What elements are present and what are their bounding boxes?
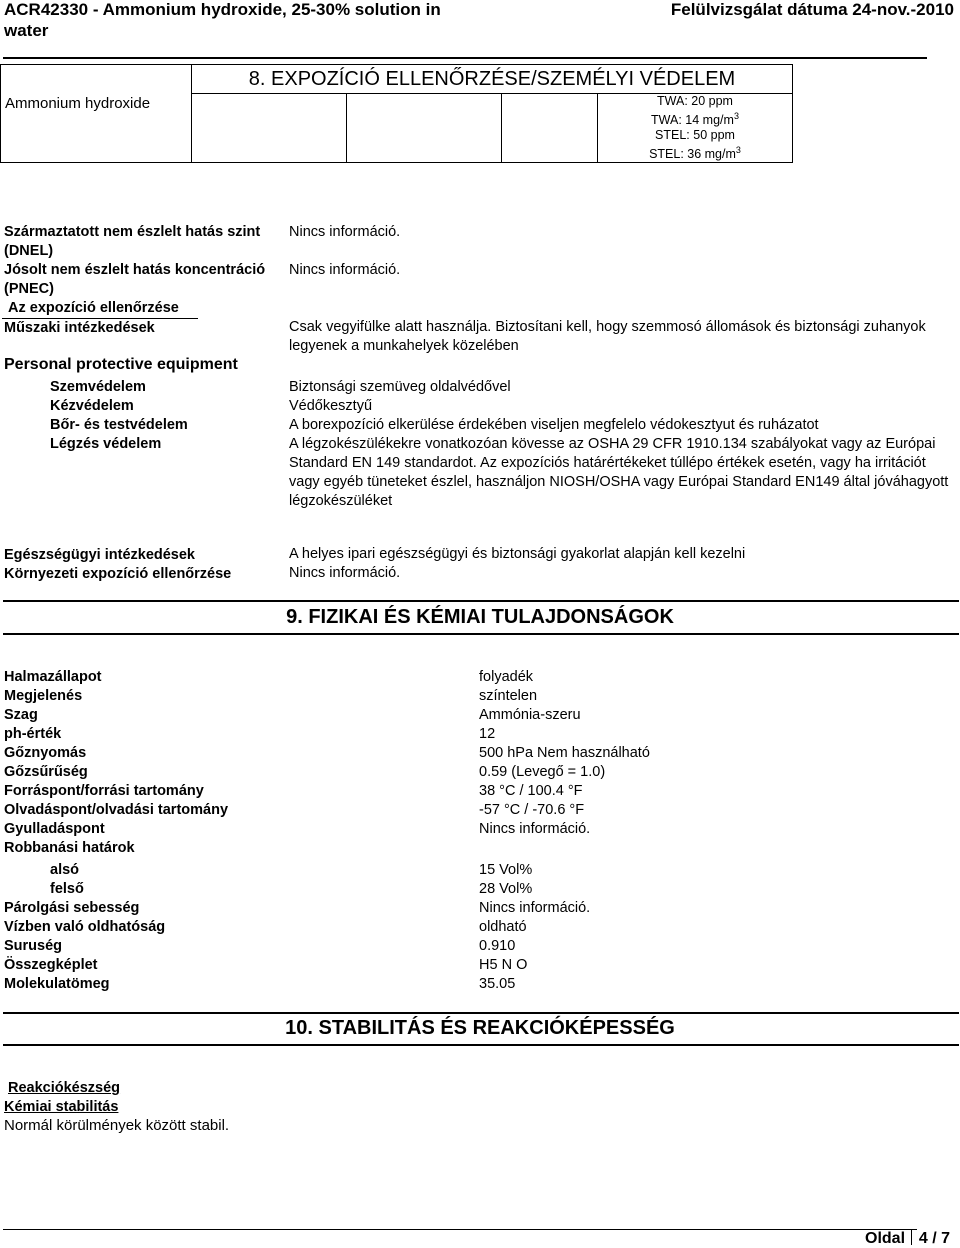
property-label: Suruség	[4, 938, 63, 954]
explosion-limit-label: alsó	[50, 862, 80, 878]
property-value: Ammónia-szeru	[479, 707, 581, 723]
reactivity-heading: Reakciókészség	[8, 1080, 121, 1096]
property-label: Halmazállapot	[4, 669, 102, 685]
property-value: 0.910	[479, 938, 516, 954]
property-label: Molekulatömeg	[4, 976, 110, 992]
property-label: Párolgási sebesség	[4, 900, 140, 916]
chemical-stability-heading: Kémiai stabilitás	[4, 1099, 119, 1115]
property-label: Összegképlet	[4, 957, 98, 973]
section8-title-cell	[192, 65, 793, 94]
pnec-abbr: (PNEC)	[4, 281, 54, 297]
property-value: 0.59 (Levegő = 1.0)	[479, 764, 606, 780]
explosion-limit-value: 15 Vol%	[479, 862, 533, 878]
section10-top-divider	[3, 1012, 959, 1014]
section9-top-divider	[3, 600, 959, 602]
hand-protection-label: Kézvédelem	[50, 398, 134, 414]
limit-cell-2	[347, 94, 502, 163]
property-label: Gőzsűrűség	[4, 764, 88, 780]
hand-protection-value: Védőkesztyű	[289, 398, 373, 414]
limit-stel-ppm: STEL: 50 ppm	[655, 128, 735, 143]
section10-bottom-divider	[3, 1044, 959, 1046]
property-value: Nincs információ.	[479, 821, 591, 837]
pnec-value: Nincs információ.	[289, 262, 401, 278]
hygiene-value: A helyes ipari egészségügyi és biztonsági gyakorlat alapján kell kezelni	[289, 546, 746, 562]
hygiene-label: Egészségügyi intézkedések	[4, 547, 195, 563]
property-value: Nincs információ.	[479, 900, 591, 916]
section10-title: 10. STABILITÁS ÉS REAKCIÓKÉPESSÉG	[285, 1017, 675, 1039]
property-label: Forráspont/forrási tartomány	[4, 783, 204, 799]
substance-cell	[1, 65, 192, 163]
dnel-label: Származtatott nem észlelt hatás szint	[4, 224, 261, 240]
pnec-label: Jósolt nem észlelt hatás koncentráció	[4, 262, 266, 278]
engineering-value: Csak vegyifülke alatt használja. Biztosítani kell, hogy szemmosó állomások és biztonsági zuhanyok legyenek a munkahelyek közelében	[289, 319, 926, 354]
revision-date: Felülvizsgálat dátuma 24-nov.-2010	[670, 0, 954, 19]
limit-values-cell	[598, 94, 793, 163]
environmental-value: Nincs információ.	[289, 565, 401, 581]
chemical-stability-value: Normál körülmények között stabil.	[4, 1117, 230, 1134]
header-divider	[3, 57, 927, 59]
property-label: Gőznyomás	[4, 745, 87, 761]
footer-divider	[3, 1229, 917, 1230]
exposure-limits-table	[0, 64, 793, 163]
property-label: Gyulladáspont	[4, 821, 105, 837]
ppe-heading: Personal protective equipment	[4, 356, 238, 373]
environmental-label: Környezeti expozíció ellenőrzése	[4, 566, 232, 582]
property-value: 38 °C / 100.4 °F	[479, 783, 583, 799]
explosion-limit-label: felső	[50, 881, 84, 897]
property-value: 500 hPa Nem használható	[479, 745, 650, 761]
product-title-line1: ACR42330 - Ammonium hydroxide, 25-30% solution in	[4, 0, 441, 19]
limit-cell-3	[502, 94, 598, 163]
property-label: Olvadáspont/olvadási tartomány	[4, 802, 229, 818]
exposure-control-underline	[2, 318, 198, 319]
property-value: -57 °C / -70.6 °F	[479, 802, 585, 818]
property-label: ph-érték	[4, 726, 62, 742]
property-value: 35.05	[479, 976, 516, 992]
section9-title: 9. FIZIKAI ÉS KÉMIAI TULAJDONSÁGOK	[286, 606, 674, 628]
product-title-line2: water	[4, 21, 49, 40]
respiratory-protection-label: Légzés védelem	[50, 436, 162, 452]
property-value: színtelen	[479, 688, 538, 704]
property-label: Robbanási határok	[4, 840, 135, 856]
limit-twa-mg: TWA: 14 $mg/m^3$	[651, 111, 739, 128]
property-label: Szag	[4, 707, 38, 723]
property-value: 12	[479, 726, 496, 742]
respiratory-protection-value: A légzokészülékekre vonatkozóan kövesse az OSHA 29 CFR 1910.134 szabályokat vagy az Európai Standard EN 149 standardot. Az expozíciós határértékeket túllépo értékek esetén, vagy ha irritációt vagy egyéb tüneteket észlel, használjon NIOSH/OSHA vagy Európai Standard EN149 által jóváhagyott légzokészüléket	[289, 436, 949, 509]
dnel-value: Nincs információ.	[289, 224, 401, 240]
property-value: folyadék	[479, 669, 534, 685]
eye-protection-label: Szemvédelem	[50, 379, 146, 395]
property-value: oldható	[479, 919, 527, 935]
limit-twa-ppm: TWA: 20 ppm	[657, 94, 733, 108]
engineering-label: Műszaki intézkedések	[4, 320, 155, 336]
skin-protection-value: A borexpozíció elkerülése érdekében viseljen megfelelo védokesztyut és ruházatot	[289, 417, 819, 433]
property-value: H5 N O	[479, 957, 528, 973]
exposure-control-heading: Az expozíció ellenőrzése	[8, 300, 179, 316]
substance-name: Ammonium hydroxide	[5, 95, 151, 112]
property-label: Megjelenés	[4, 688, 83, 704]
explosion-limit-value: 28 Vol%	[479, 881, 533, 897]
limit-stel-mg: STEL: 36 $mg/m^3$	[649, 145, 741, 162]
limit-cell-1	[192, 94, 347, 163]
page-number: Oldal 4 / 7	[865, 1230, 951, 1247]
dnel-abbr: (DNEL)	[4, 243, 54, 259]
eye-protection-value: Biztonsági szemüveg oldalvédővel	[289, 379, 511, 395]
skin-protection-label: Bőr- és testvédelem	[50, 417, 188, 433]
section9-bottom-divider	[3, 633, 959, 635]
section8-title: 8. EXPOZÍCIÓ ELLENŐRZÉSE/SZEMÉLYI VÉDELEM	[248, 67, 736, 90]
property-label: Vízben való oldhatóság	[4, 919, 166, 935]
